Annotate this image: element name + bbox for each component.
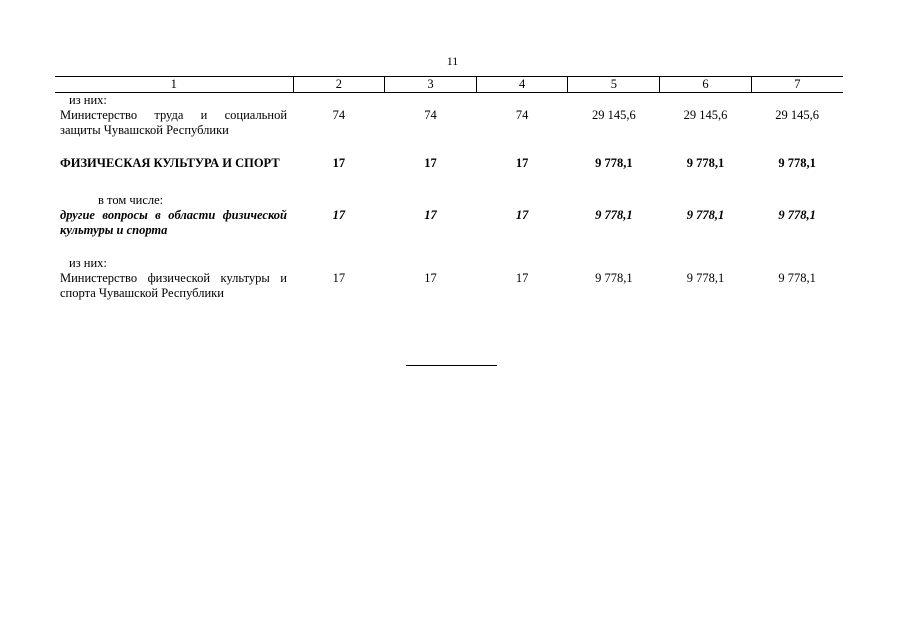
empty-cell bbox=[751, 93, 843, 109]
table-body bbox=[55, 77, 843, 302]
value-cell-col6: 29 145,6 bbox=[683, 108, 728, 122]
row-label: другие вопросы в области физической культуры и спорта bbox=[60, 208, 288, 237]
value-cell-col3: 17 bbox=[424, 271, 437, 285]
empty-cell bbox=[568, 193, 660, 208]
value-cell-col5: 9 778,1 bbox=[595, 156, 633, 170]
spacer-row bbox=[55, 138, 843, 156]
spacer-cell bbox=[55, 138, 843, 156]
value-cell-col7: 29 145,6 bbox=[775, 108, 820, 122]
empty-cell bbox=[293, 193, 385, 208]
value-cell-col4: 17 bbox=[515, 271, 529, 285]
column-header-2: 2 bbox=[293, 77, 385, 93]
row-label: Министерство физической культуры и спорта Чувашской Республики bbox=[60, 271, 288, 300]
spacer-cell bbox=[55, 238, 843, 256]
value-cell-col5: 9 778,1 bbox=[595, 208, 633, 222]
table-row bbox=[55, 271, 843, 301]
sublabel-text: из них: bbox=[69, 93, 107, 107]
budget-table bbox=[55, 76, 843, 301]
column-header-4: 4 bbox=[476, 77, 568, 93]
column-header-1: 1 bbox=[55, 77, 293, 93]
empty-cell bbox=[660, 256, 752, 271]
column-header-3: 3 bbox=[385, 77, 477, 93]
value-cell-col7: 9 778,1 bbox=[778, 271, 816, 285]
sublabel-text: из них: bbox=[69, 256, 107, 270]
page-number: 11 bbox=[446, 54, 459, 68]
value-cell-col5: 29 145,6 bbox=[591, 108, 636, 122]
column-header-7: 7 bbox=[751, 77, 843, 93]
value-cell-col4: 17 bbox=[515, 156, 529, 170]
empty-cell bbox=[751, 193, 843, 208]
empty-cell bbox=[293, 93, 385, 109]
sublabel-row bbox=[55, 256, 843, 271]
table-row bbox=[55, 208, 843, 238]
row-label: ФИЗИЧЕСКАЯ КУЛЬТУРА И СПОРТ bbox=[60, 156, 280, 170]
value-cell-col3: 17 bbox=[424, 156, 437, 170]
end-of-document-rule bbox=[406, 365, 497, 366]
empty-cell bbox=[476, 256, 568, 271]
value-cell-col2: 74 bbox=[332, 108, 346, 122]
value-cell-col7: 9 778,1 bbox=[778, 156, 816, 170]
value-cell-col4: 74 bbox=[515, 108, 529, 122]
sublabel-row bbox=[55, 93, 843, 109]
value-cell-col6: 9 778,1 bbox=[686, 156, 725, 170]
value-cell-col2: 17 bbox=[332, 156, 346, 170]
empty-cell bbox=[385, 256, 477, 271]
value-cell-col2: 17 bbox=[332, 271, 346, 285]
spacer-cell bbox=[55, 171, 843, 193]
empty-cell bbox=[476, 193, 568, 208]
sublabel-text: в том числе: bbox=[98, 193, 164, 207]
empty-cell bbox=[568, 256, 660, 271]
spacer-row bbox=[55, 171, 843, 193]
column-number-row bbox=[55, 77, 843, 93]
value-cell-col6: 9 778,1 bbox=[686, 208, 725, 222]
empty-cell bbox=[293, 256, 385, 271]
row-label: Министерство труда и социальной защиты Чувашской Республики bbox=[60, 108, 288, 137]
value-cell-col4: 17 bbox=[515, 208, 529, 222]
empty-cell bbox=[385, 93, 477, 109]
empty-cell bbox=[568, 93, 660, 109]
empty-cell bbox=[476, 93, 568, 109]
empty-cell bbox=[660, 93, 752, 109]
value-cell-col3: 17 bbox=[424, 208, 437, 222]
value-cell-col2: 17 bbox=[332, 208, 346, 222]
empty-cell bbox=[751, 256, 843, 271]
table-row bbox=[55, 156, 843, 171]
empty-cell bbox=[385, 193, 477, 208]
sublabel-row bbox=[55, 193, 843, 208]
value-cell-col6: 9 778,1 bbox=[686, 271, 725, 285]
column-header-6: 6 bbox=[660, 77, 752, 93]
empty-cell bbox=[660, 193, 752, 208]
value-cell-col5: 9 778,1 bbox=[595, 271, 633, 285]
column-header-5: 5 bbox=[568, 77, 660, 93]
table-row bbox=[55, 108, 843, 138]
value-cell-col3: 74 bbox=[424, 108, 437, 122]
spacer-row bbox=[55, 238, 843, 256]
value-cell-col7: 9 778,1 bbox=[778, 208, 816, 222]
